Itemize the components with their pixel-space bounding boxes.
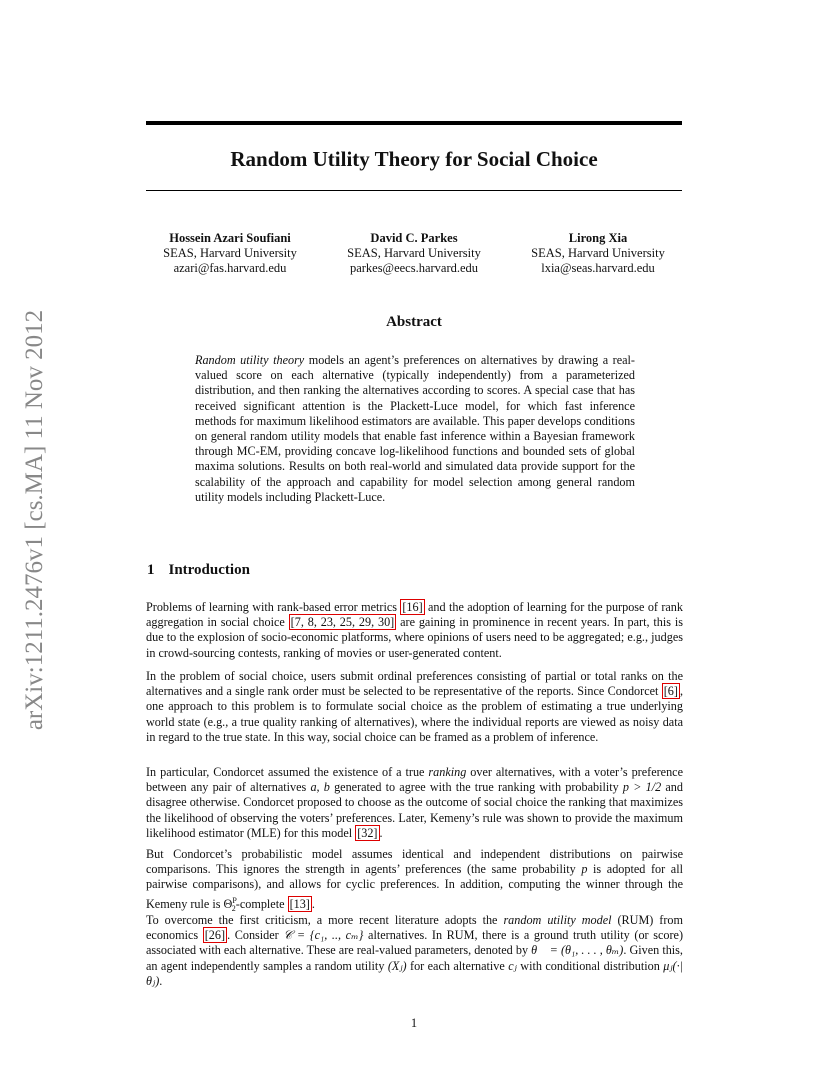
text-run: -complete [235, 896, 288, 911]
arxiv-identifier: arXiv:1211.2476v1 [cs.MA] 11 Nov 2012 [21, 309, 48, 731]
paragraph-5 [146, 913, 683, 989]
author-block [146, 231, 682, 276]
text-run: Problems of learning with rank-based error metrics [146, 600, 401, 614]
paper-title: Random Utility Theory for Social Choice [230, 147, 598, 171]
text-run: (RUM) from economics [146, 913, 683, 943]
math [223, 895, 237, 914]
author-name: Lirong Xia [568, 231, 628, 245]
abstract-heading: Abstract [386, 314, 442, 330]
citation-link[interactable]: [6] [663, 684, 678, 699]
text-run: for each alternative [406, 958, 509, 973]
text-run: But Condorcet’s probabilistic model assumes identical and independent distributions on pairwise comparisons. This ignores the strength in agents’ preferences (the same probability [146, 847, 683, 877]
paragraph-1 [146, 600, 683, 661]
author-email: lxia@seas.harvard.edu [541, 261, 655, 275]
author-3 [508, 231, 688, 276]
abstract-text [195, 353, 635, 505]
text-run: . Consider [227, 928, 284, 943]
text-run: is adopted for all pairwise comparisons), and allows for cyclic preferences. In addition, computing the winner through the Kemeny rule is [146, 862, 683, 911]
abstract-body: models an agent’s preferences on alternatives by drawing a real-valued score on each alternative (typically independently) from a parameterized distribution, and then ranking the alternatives according to scores. A special case that has received significant attention is the Plackett-Luce model, for which fast inference methods for maximum likelihood estimators are available. This paper develops conditions on general random utility models that enable fast inference within a Bayesian framework through MC-EM, providing concave log-likelihood functions and bounded sets of global maxima solutions. Results on both real-world and simulated data provide support for the scalability of the approach and capability for model selection among general random utility models including Plackett-Luce. [195, 353, 635, 504]
section-number: 1 [147, 562, 155, 578]
title-rule-top [146, 121, 682, 125]
text-run: are gaining in prominence in recent years. In part, this is due to the explosion of socio-economic platforms, where opinions of users need to be aggregated; e.g., judges in crowd-sourcing contests, ranking of movies or user-generated content. [146, 615, 683, 660]
math: μⱼ(·|θⱼ) [146, 958, 683, 988]
text-run: over alternatives, with a voter’s preference between any pair of alternatives [146, 765, 683, 795]
text-run: In the problem of social choice, users submit ordinal preferences consisting of partial or total ranks on the alternatives and a single rank order must be selected to be representative of the reports. Since Condorcet [146, 669, 683, 699]
math: p > 1/2 [622, 780, 662, 795]
abstract-lead: Random utility theory [195, 353, 305, 367]
text-run: with conditional distribution [516, 958, 664, 973]
section-title: Introduction [168, 562, 250, 578]
author-email: parkes@eecs.harvard.edu [349, 261, 479, 275]
page-number: 1 [410, 1016, 418, 1030]
math: cⱼ [508, 958, 517, 973]
author-affiliation: SEAS, Harvard University [531, 246, 665, 260]
paragraph-4 [146, 847, 683, 916]
text-run: . Given this, an agent independently samples a random utility [146, 943, 683, 973]
text-run: . [311, 896, 315, 911]
author-name: Hossein Azari Soufiani [169, 231, 291, 245]
author-1 [140, 231, 320, 276]
math: (Xⱼ) [387, 958, 407, 973]
citation-link[interactable]: [16] [402, 600, 423, 614]
citation-link[interactable]: [26] [204, 928, 226, 943]
text-run: and disagree otherwise. Condorcet proposed to choose as the outcome of social choice the ranking that maximizes the likelihood of observing the voters’ preferences. Later, Kemeny’s rule was shown to provide the maximum likelihood estimator (MLE) for this model [146, 780, 683, 840]
text-run: To overcome the first criticism, a more recent literature adopts the [146, 913, 504, 927]
math: θ⃗ = (θ₁, . . . , θₘ) [531, 943, 624, 958]
math-superscript: P [232, 895, 237, 905]
math-subscript: 2 [231, 904, 236, 914]
text-run: . [159, 973, 163, 988]
title-rule-bottom [146, 190, 682, 191]
text-run: In particular, Condorcet assumed the existence of a true [146, 765, 429, 779]
math: a, b [310, 780, 330, 795]
author-affiliation: SEAS, Harvard University [347, 246, 481, 260]
citation-link[interactable]: [32] [357, 825, 378, 840]
text-run: and the adoption of learning for the purpose of rank aggregation in social choice [146, 600, 683, 630]
math-symbol: Θ [223, 896, 233, 911]
author-2 [324, 231, 504, 276]
paragraph-2 [146, 669, 683, 745]
math: 𝒞 = {c₁, .., cₘ} [283, 928, 364, 943]
citation-link[interactable]: [7, 8, 23, 25, 29, 30] [290, 615, 395, 630]
emphasis: ranking [428, 765, 467, 779]
author-affiliation: SEAS, Harvard University [163, 246, 297, 260]
text-run: generated to agree with the true ranking with probability [329, 780, 623, 795]
section-heading [147, 562, 250, 579]
text-run: , one approach to this problem is to formulate social choice as the problem of estimating a true underlying world state (e.g., a true quality ranking of alternatives), where the individual reports are viewed as noisy data in regard to the true state. In this way, social choice can be framed as a problem of inference. [146, 684, 683, 744]
author-name: David C. Parkes [370, 231, 458, 245]
emphasis: random utility model [503, 913, 612, 927]
math: p [581, 862, 588, 877]
text-run: . [379, 825, 383, 840]
citation-link[interactable]: [13] [289, 896, 310, 911]
paragraph-3 [146, 765, 683, 841]
author-email: azari@fas.harvard.edu [173, 261, 287, 275]
text-run: alternatives. In RUM, there is a ground truth utility (or score) associated with each alternative. These are real-valued parameters, denoted by [146, 928, 684, 958]
